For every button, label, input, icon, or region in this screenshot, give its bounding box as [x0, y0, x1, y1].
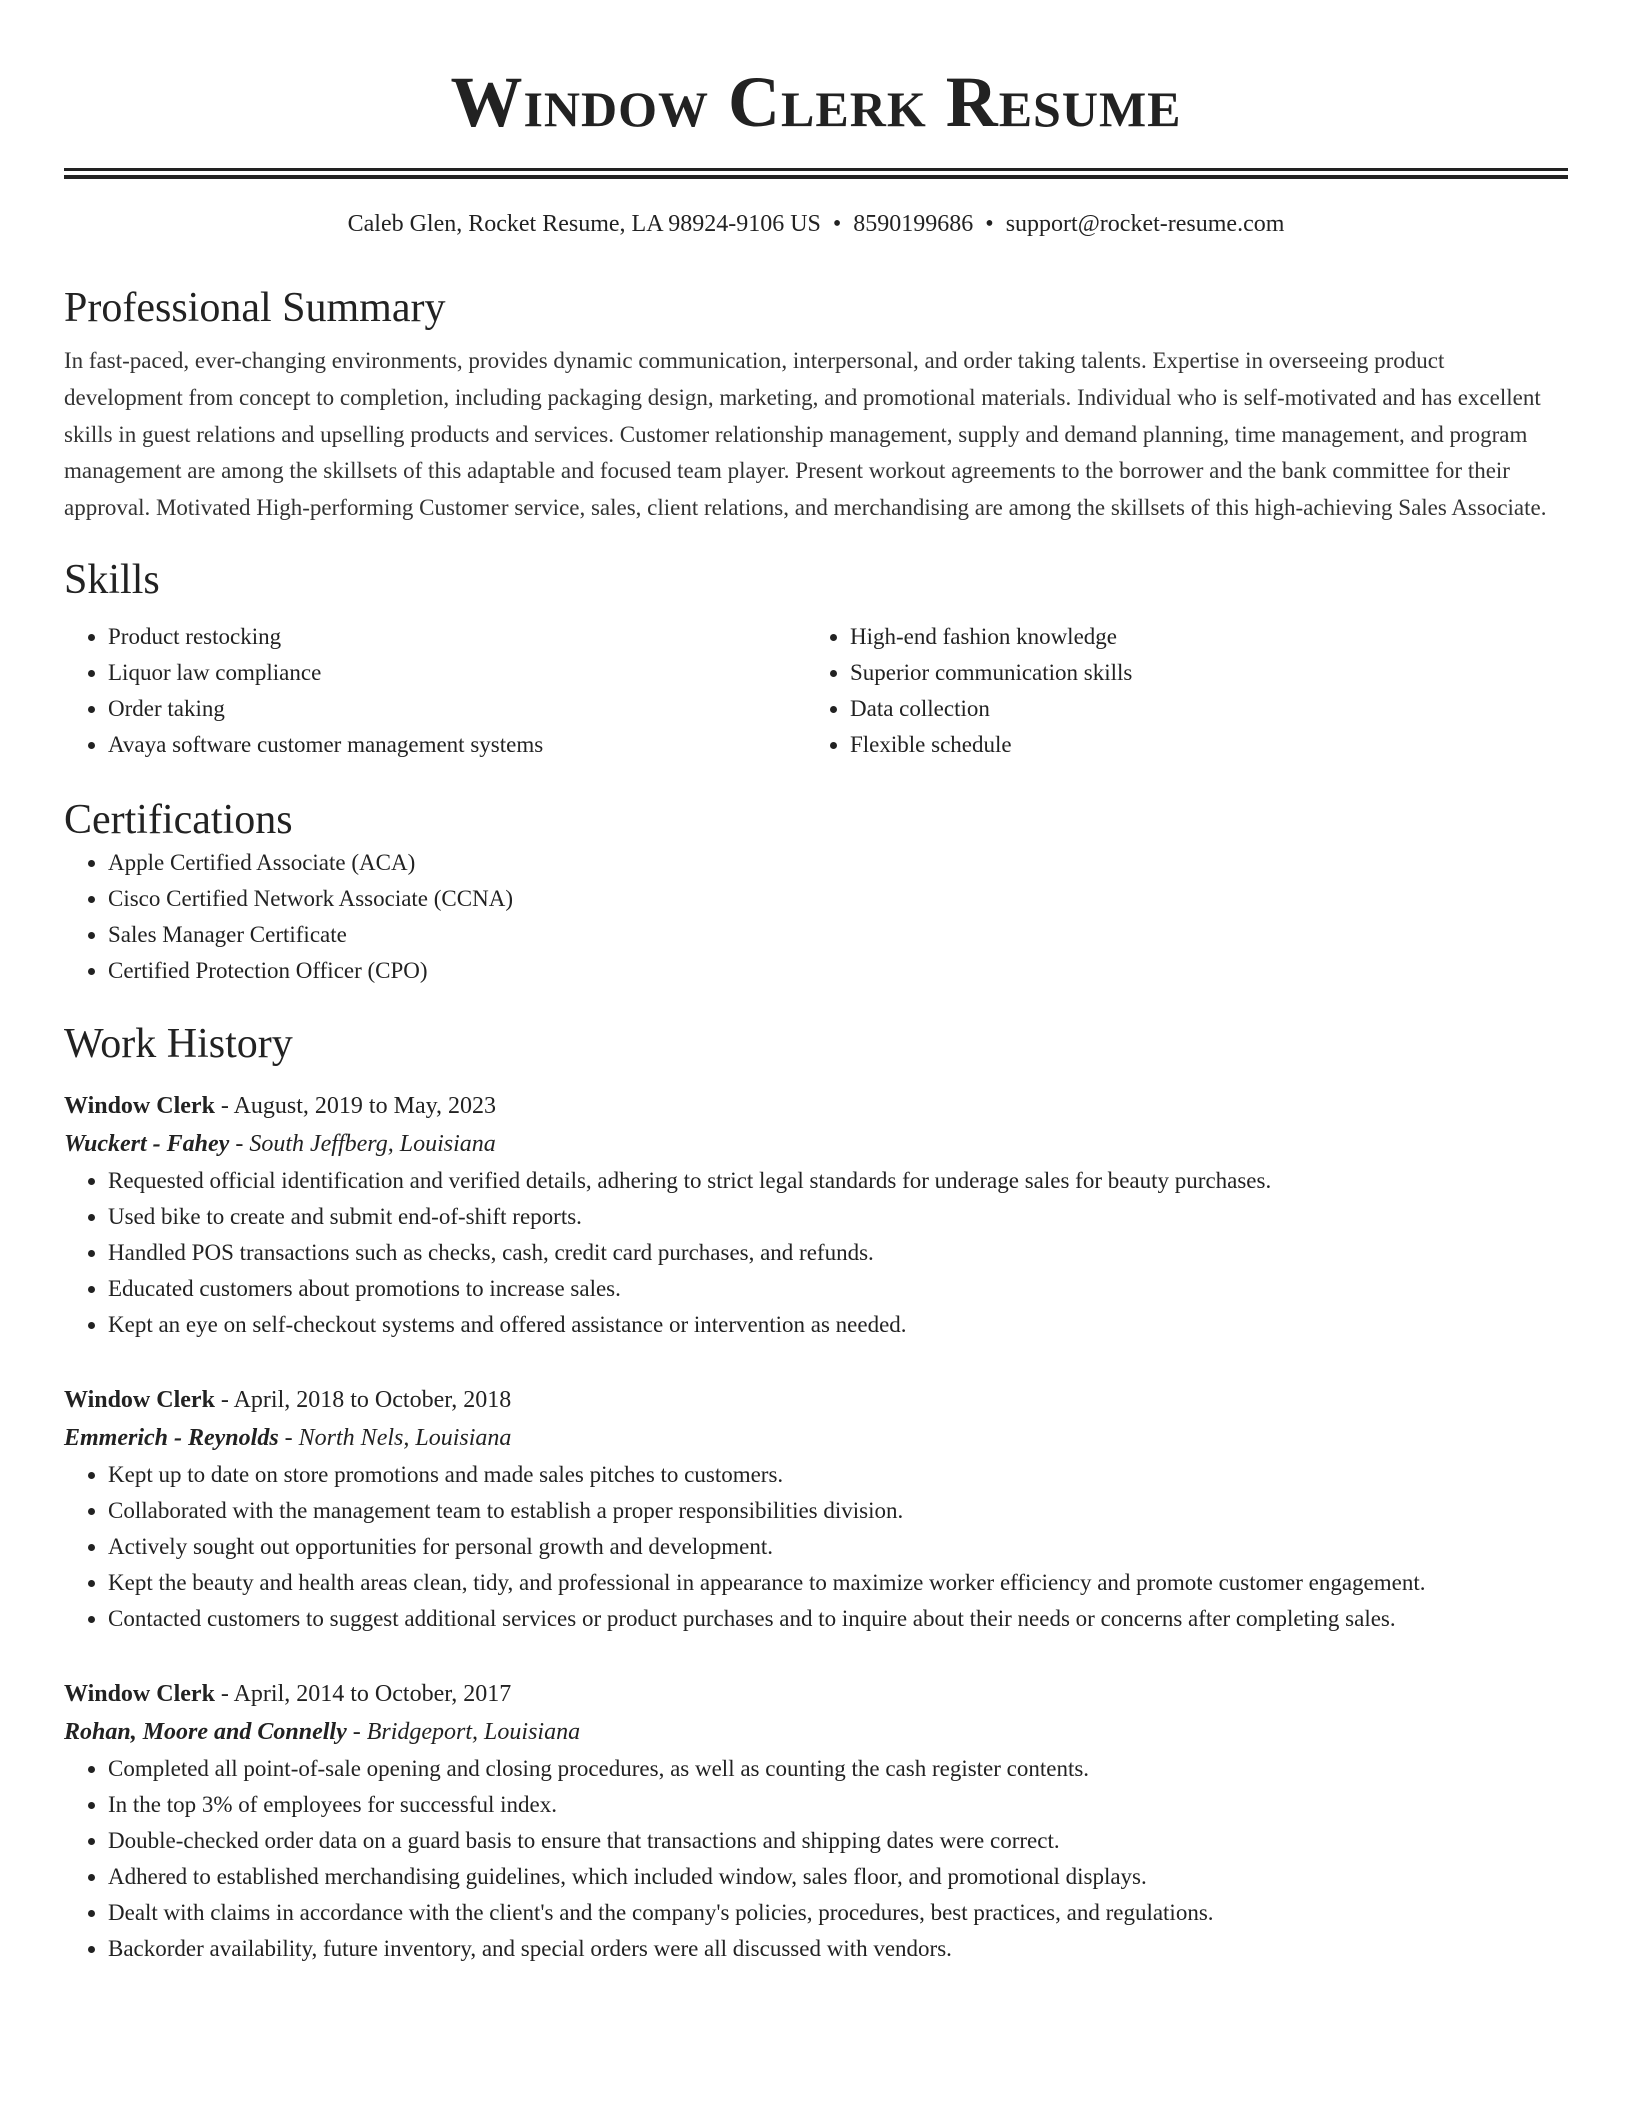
- certifications-list: [64, 845, 1568, 989]
- job-dates: - August, 2019 to May, 2023: [214, 1092, 497, 1119]
- certifications-section: [64, 795, 1568, 989]
- job-bullet: • Backorder availability, future inventory, and special orders were all discussed with vendors.: [108, 1931, 1568, 1967]
- job-company-line: [64, 1713, 1568, 1751]
- job-location: - Bridgeport, Louisiana: [346, 1718, 581, 1745]
- certification-item: • Cisco Certified Network Associate (CCNA): [108, 881, 1568, 917]
- contact-line: [64, 209, 1568, 239]
- job-location: - South Jeffberg, Louisiana: [229, 1130, 496, 1157]
- contact-phone: 8590199686: [853, 211, 974, 237]
- job-bullet: • Kept up to date on store promotions and made sales pitches to customers.: [108, 1457, 1568, 1493]
- contact-email: support@rocket-resume.com: [1005, 211, 1285, 237]
- job-dates: - April, 2014 to October, 2017: [214, 1680, 512, 1707]
- job-bullet: • Educated customers about promotions to increase sales.: [108, 1271, 1568, 1307]
- job-bullet: • Contacted customers to suggest additional services or product purchases and to inquire about their needs or concerns after completing sales.: [108, 1601, 1568, 1637]
- summary-heading: Professional Summary: [64, 285, 446, 331]
- job-role: Window Clerk: [64, 1386, 215, 1413]
- certification-item: • Sales Manager Certificate: [108, 917, 1568, 953]
- job-dates: - April, 2018 to October, 2018: [214, 1386, 512, 1413]
- job-bullet: • Requested official identification and verified details, adhering to strict legal standards for underage sales for beauty purchases.: [108, 1163, 1568, 1199]
- job-bullets: [64, 1751, 1568, 1967]
- skill-item: • Avaya software customer management systems: [108, 727, 806, 763]
- job-bullet: • Kept an eye on self-checkout systems and offered assistance or intervention as needed.: [108, 1307, 1568, 1343]
- job-bullet: • Completed all point-of-sale opening and closing procedures, as well as counting the cash register contents.: [108, 1751, 1568, 1787]
- job-title-line: [64, 1675, 1568, 1713]
- certification-item: • Apple Certified Associate (ACA): [108, 845, 1568, 881]
- contact-separator: •: [985, 211, 994, 237]
- skill-item: • Data collection: [850, 691, 1548, 727]
- certifications-heading: Certifications: [64, 796, 293, 843]
- job-bullet: • Collaborated with the management team to establish a proper responsibilities division.: [108, 1493, 1568, 1529]
- skills-column-left: [64, 619, 806, 763]
- job-role: Window Clerk: [64, 1092, 215, 1119]
- job-bullet: • Used bike to create and submit end-of-shift reports.: [108, 1199, 1568, 1235]
- job-company-line: [64, 1419, 1568, 1457]
- skills-heading: Skills: [64, 556, 160, 603]
- skill-item: • Flexible schedule: [850, 727, 1548, 763]
- job-title-line: [64, 1087, 1568, 1125]
- job-bullet: • Kept the beauty and health areas clean, tidy, and professional in appearance to maximize worker efficiency and promote customer engagement.: [108, 1565, 1568, 1601]
- certification-item: • Certified Protection Officer (CPO): [108, 953, 1568, 989]
- skills-section: [64, 555, 1568, 763]
- job-title-line: [64, 1381, 1568, 1419]
- skills-column-right: [806, 619, 1548, 763]
- skill-item: • Liquor law compliance: [108, 655, 806, 691]
- title-divider: [64, 168, 1568, 179]
- job-bullet: • Dealt with claims in accordance with the client's and the company's policies, procedures, best practices, and regulations.: [108, 1895, 1568, 1931]
- contact-separator: •: [832, 211, 842, 237]
- skill-item: • Order taking: [108, 691, 806, 727]
- job-company: Wuckert - Fahey: [64, 1130, 230, 1157]
- summary-section: [64, 283, 1568, 527]
- job-location: - North Nels, Louisiana: [278, 1424, 512, 1451]
- skill-item: • Product restocking: [108, 619, 806, 655]
- summary-text: In fast-paced, ever-changing environments, provides dynamic communication, interpersonal, and order taking talents. Expertise in overseeing product development from concept to completion, including packaging design, marketing, and promotional materials. Individual who is self-motivated and has excellent skills in guest relations and upselling products and services. Customer relationship management, supply and demand planning, time management, and program management are among the skillsets of this adaptable and focused team player. Present workout agreements to the borrower and the bank committee for their approval. Motivated High-performing Customer service, sales, client relations, and merchandising are among the skillsets of this high-achieving Sales Associate.: [64, 348, 1547, 521]
- job-company-line: [64, 1125, 1568, 1163]
- job-bullet: • Double-checked order data on a guard basis to ensure that transactions and shipping dates were correct.: [108, 1823, 1568, 1859]
- resume-page: [64, 0, 1568, 1967]
- skill-item: • Superior communication skills: [850, 655, 1548, 691]
- skill-item: • High-end fashion knowledge: [850, 619, 1548, 655]
- job-bullet: • Handled POS transactions such as checks, cash, credit card purchases, and refunds.: [108, 1235, 1568, 1271]
- job-bullet: • Adhered to established merchandising guidelines, which included window, sales floor, and promotional displays.: [108, 1859, 1568, 1895]
- contact-address: Caleb Glen, Rocket Resume, LA 98924-9106 US: [347, 211, 821, 237]
- job-bullets: [64, 1163, 1568, 1343]
- work-history-heading: Work History: [64, 1020, 293, 1067]
- job-entry: [64, 1675, 1568, 1967]
- job-entry: [64, 1087, 1568, 1343]
- job-company: Emmerich - Reynolds: [64, 1424, 279, 1451]
- job-entry: [64, 1381, 1568, 1637]
- job-company: Rohan, Moore and Connelly: [64, 1718, 347, 1745]
- job-bullet: • In the top 3% of employees for successful index.: [108, 1787, 1568, 1823]
- job-bullet: • Actively sought out opportunities for personal growth and development.: [108, 1529, 1568, 1565]
- job-bullets: [64, 1457, 1568, 1637]
- skills-grid: [64, 619, 1568, 763]
- work-history-section: [64, 1019, 1568, 1967]
- page-title: Window Clerk Resume: [450, 62, 1182, 142]
- job-role: Window Clerk: [64, 1680, 215, 1707]
